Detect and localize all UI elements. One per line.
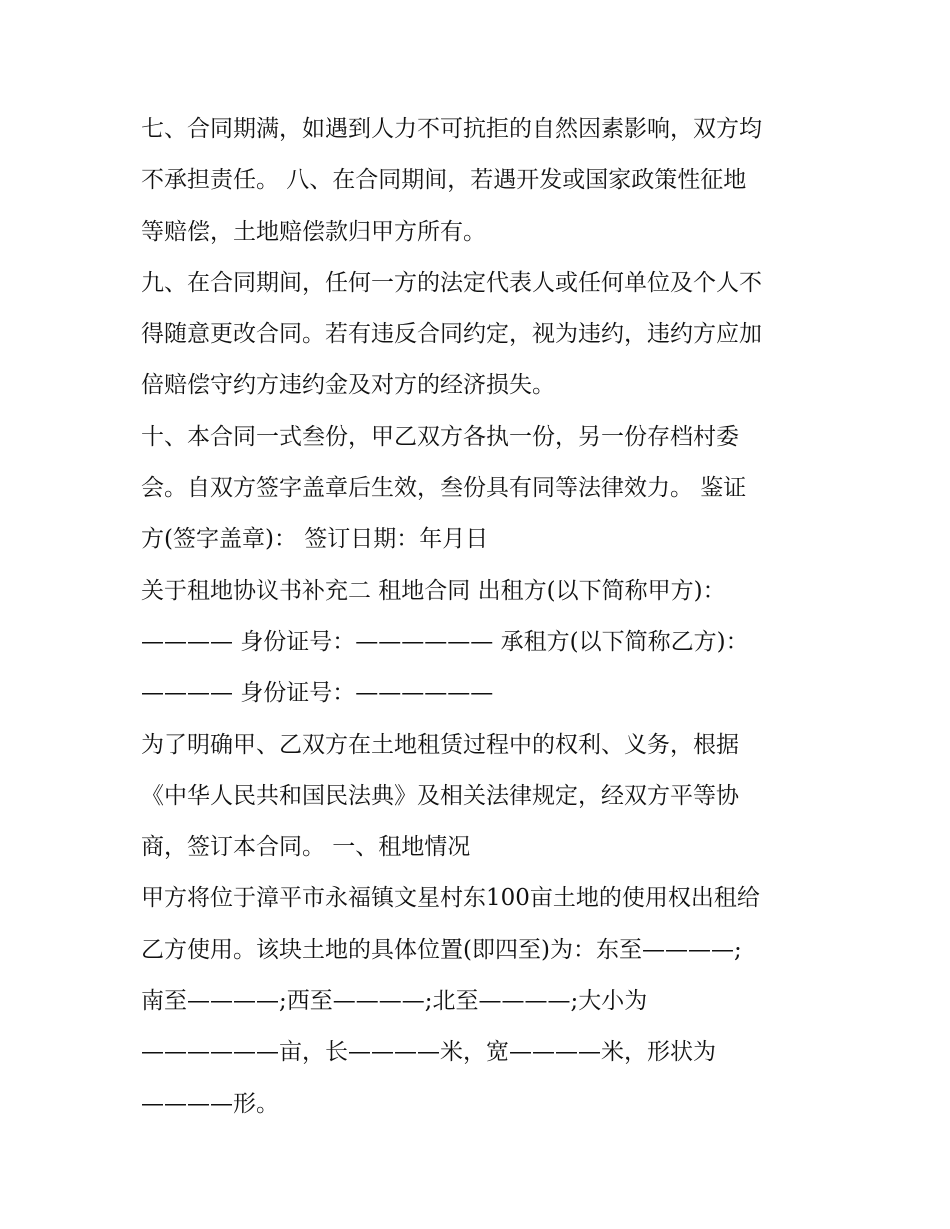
contract-text — [141, 104, 821, 1130]
text-line: 南至————;西至————;北至————;大小为 — [141, 988, 648, 1015]
text-line: 倍赔偿守约方违约金及对方的经济损失。 — [141, 372, 555, 399]
text-line: 不承担责任。 八、在合同期间，若遇开发或国家政策性征地 — [141, 167, 747, 194]
text-line: 商，签订本合同。 一、租地情况 — [141, 834, 471, 861]
text-line: 会。自双方签字盖章后生效，叁份具有同等法律效力。 鉴证 — [141, 475, 747, 502]
text-line: 方(签字盖章)： 签订日期：年月日 — [141, 526, 489, 553]
text-line: 甲方将位于漳平市永福镇文星村东100亩土地的使用权出租给 — [141, 885, 760, 912]
text-line: 关于租地协议书补充二 租地合同 出租方(以下简称甲方)： — [141, 577, 726, 604]
text-line: ————形。 — [141, 1090, 279, 1117]
text-line: 为了明确甲、乙双方在土地租赁过程中的权利、义务，根据 — [141, 731, 739, 758]
text-line: 得随意更改合同。若有违反合同约定，视为违约，违约方应加 — [141, 321, 762, 348]
text-line: ———— 身份证号：—————— — [141, 680, 494, 707]
text-line: 七、合同期满，如遇到人力不可抗拒的自然因素影响，双方均 — [141, 116, 762, 142]
text-line: ——————亩，长————米，宽————米，形状为 — [141, 1039, 716, 1066]
text-line: 乙方使用。该块土地的具体位置(即四至)为：东至————; — [141, 936, 742, 963]
text-line: 十、本合同一式叁份，甲乙双方各执一份，另一份存档村委 — [141, 423, 739, 450]
text-line: 九、在合同期间，任何一方的法定代表人或任何单位及个人不 — [141, 269, 762, 296]
text-line: 等赔偿，土地赔偿款归甲方所有。 — [141, 218, 486, 245]
text-line: ———— 身份证号：—————— 承租方(以下简称乙方)： — [141, 628, 749, 655]
text-line: 《中华人民共和国民法典》及相关法律规定，经双方平等协 — [141, 782, 739, 809]
